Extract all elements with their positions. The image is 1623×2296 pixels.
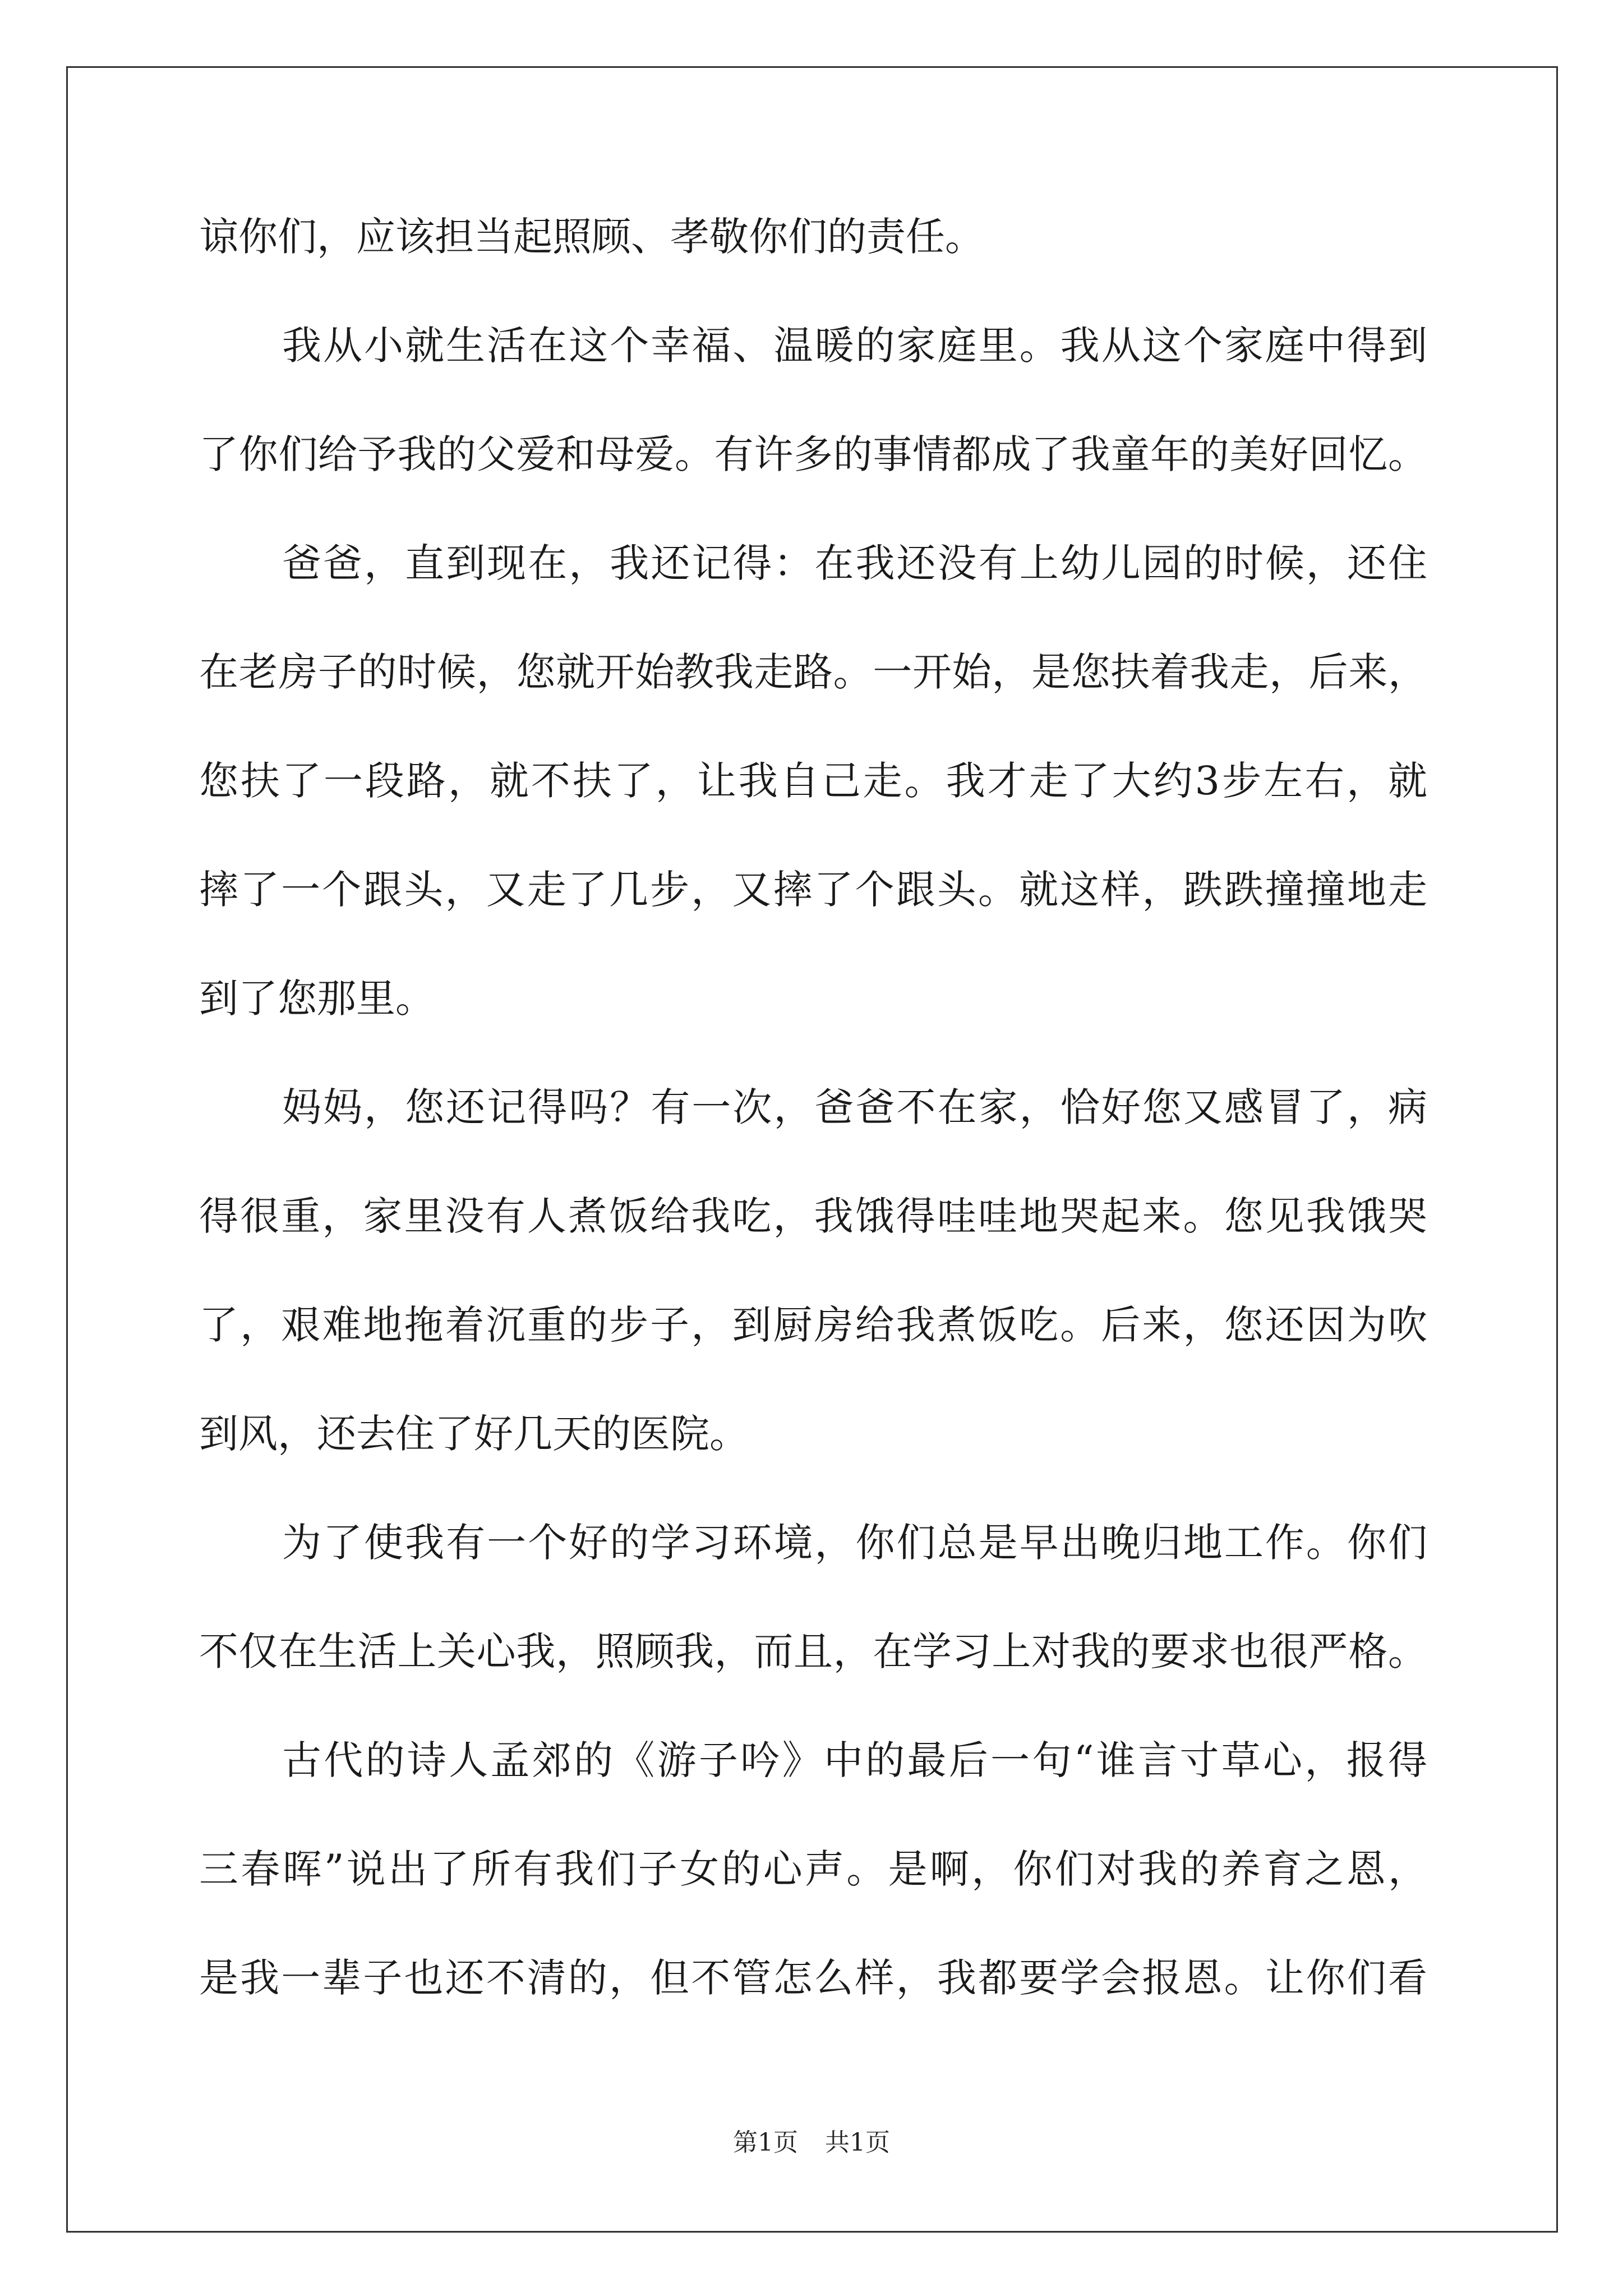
text-line-2: 我从小就生活在这个幸福、温暖的家庭里。我从这个家庭中得到	[282, 323, 1427, 369]
page-footer	[0, 2126, 1623, 2160]
text-line-16: 三春晖”说出了所有我们子女的心声。是啊，你们对我的养育之恩，	[199, 1846, 1427, 1892]
text-line-12: 到风，还去住了好几天的医院。	[199, 1411, 749, 1457]
text-line-9: 妈妈，您还记得吗？有一次，爸爸不在家，恰好您又感冒了，病	[282, 1084, 1427, 1130]
text-line-6: 您扶了一段路，就不扶了，让我自己走。我才走了大约3步左右，就	[199, 758, 1427, 804]
text-line-15: 古代的诗人孟郊的《游子吟》中的最后一句“谁言寸草心，报得	[282, 1737, 1427, 1783]
text-line-8: 到了您那里。	[199, 976, 435, 1022]
text-line-3: 了你们给予我的父爱和母爱。有许多的事情都成了我童年的美好回忆。	[199, 431, 1427, 477]
text-line-1: 谅你们，应该担当起照顾、孝敬你们的责任。	[199, 214, 984, 260]
text-line-5: 在老房子的时候，您就开始教我走路。一开始，是您扶着我走，后来，	[199, 649, 1427, 695]
text-line-4: 爸爸，直到现在，我还记得：在我还没有上幼儿园的时候，还住	[282, 540, 1427, 586]
text-line-14: 不仅在生活上关心我，照顾我，而且，在学习上对我的要求也很严格。	[199, 1628, 1427, 1674]
text-line-11: 了，艰难地拖着沉重的步子，到厨房给我煮饭吃。后来，您还因为吹	[199, 1302, 1427, 1348]
page-number: 第1页	[733, 2128, 798, 2157]
text-line-10: 得很重，家里没有人煮饭给我吃，我饿得哇哇地哭起来。您见我饿哭	[199, 1193, 1427, 1239]
page-total: 共1页	[825, 2128, 890, 2157]
document-body	[199, 209, 1427, 2059]
text-line-17: 是我一辈子也还不清的，但不管怎么样，我都要学会报恩。让你们看	[199, 1955, 1427, 2001]
text-line-13: 为了使我有一个好的学习环境，你们总是早出晚归地工作。你们	[282, 1520, 1427, 1566]
text-line-7: 摔了一个跟头，又走了几步，又摔了个跟头。就这样，跌跌撞撞地走	[199, 867, 1427, 913]
